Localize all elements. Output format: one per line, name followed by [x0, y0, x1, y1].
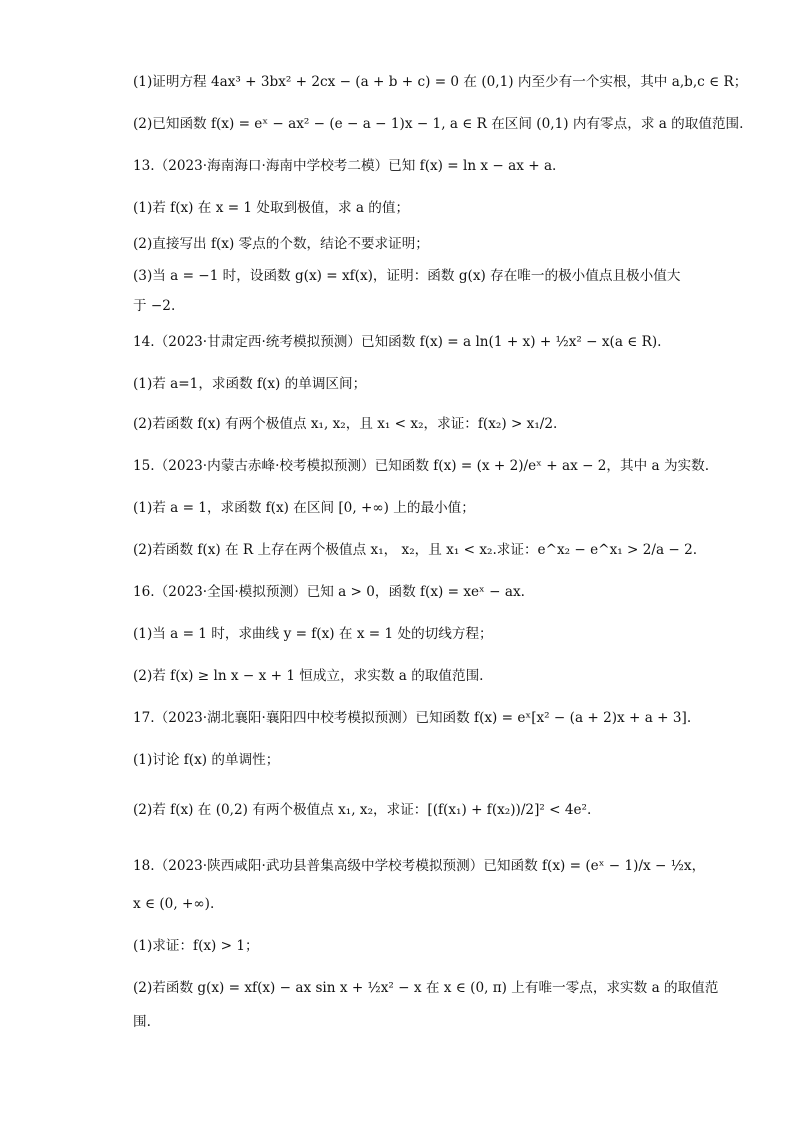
q18-stem-cont: x ∈ (0, +∞). [133, 896, 215, 912]
q14-stem: 14.（2023·甘肃定西·统考模拟预测）已知函数 f(x) = a ln(1 + x) + ½x² − x(a ∈ R). [133, 334, 662, 350]
q15-part1: (1)若 a = 1，求函数 f(x) 在区间 [0, +∞) 上的最小值； [133, 500, 475, 516]
q14-part2: (2)若函数 f(x) 有两个极值点 x₁, x₂，且 x₁ < x₂，求证：f(x₂) > x₁/2. [133, 416, 558, 432]
q17-part1: (1)讨论 f(x) 的单调性； [133, 752, 280, 768]
q18-stem: 18.（2023·陕西咸阳·武功县普集高级中学校考模拟预测）已知函数 f(x) = (eˣ − 1)/x − ½x， [133, 858, 706, 874]
q13-part3-cont: 于 −2. [133, 298, 176, 314]
q13-part3: (3)当 a = −1 时，设函数 g(x) = xf(x)，证明：函数 g(x) 存在唯一的极小值点且极小值大 [133, 268, 681, 284]
q13-stem: 13.（2023·海南海口·海南中学校考二模）已知 f(x) = ln x − ax + a. [133, 158, 557, 174]
q15-part2: (2)若函数 f(x) 在 R 上存在两个极值点 x₁， x₂，且 x₁ < x₂.求证：e^x₂ − e^x₁ > 2/a − 2. [133, 542, 698, 558]
q13-part1: (1)若 f(x) 在 x = 1 处取到极值，求 a 的值； [133, 200, 410, 216]
q15-stem: 15.（2023·内蒙古赤峰·校考模拟预测）已知函数 f(x) = (x + 2)/eˣ + ax − 2，其中 a 为实数. [133, 458, 710, 474]
q12-part2: (2)已知函数 f(x) = eˣ − ax² − (e − a − 1)x − 1, a ∈ R 在区间 (0,1) 内有零点，求 a 的取值范围. [133, 116, 744, 132]
q18-part2-cont: 围. [133, 1014, 151, 1030]
q13-part2: (2)直接写出 f(x) 零点的个数，结论不要求证明； [133, 236, 429, 252]
q18-part1: (1)求证：f(x) > 1； [133, 938, 259, 954]
q17-part2: (2)若 f(x) 在 (0,2) 有两个极值点 x₁, x₂，求证：[(f(x₁) + f(x₂))/2]² < 4e². [133, 802, 592, 818]
q16-stem: 16.（2023·全国·模拟预测）已知 a > 0，函数 f(x) = xeˣ − ax. [133, 584, 525, 600]
q18-part2: (2)若函数 g(x) = xf(x) − ax sin x + ½x² − x 在 x ∈ (0, π) 上有唯一零点，求实数 a 的取值范 [133, 980, 719, 996]
q14-part1: (1)若 a=1，求函数 f(x) 的单调区间； [133, 376, 367, 392]
q12-part1: (1)证明方程 4ax³ + 3bx² + 2cx − (a + b + c) = 0 在 (0,1) 内至少有一个实根，其中 a,b,c ∈ R； [133, 74, 748, 90]
q16-part1: (1)当 a = 1 时，求曲线 y = f(x) 在 x = 1 处的切线方程； [133, 626, 493, 642]
q17-stem: 17.（2023·湖北襄阳·襄阳四中校考模拟预测）已知函数 f(x) = eˣ[x² − (a + 2)x + a + 3]. [133, 710, 692, 726]
q16-part2: (2)若 f(x) ≥ ln x − x + 1 恒成立，求实数 a 的取值范围. [133, 668, 484, 684]
